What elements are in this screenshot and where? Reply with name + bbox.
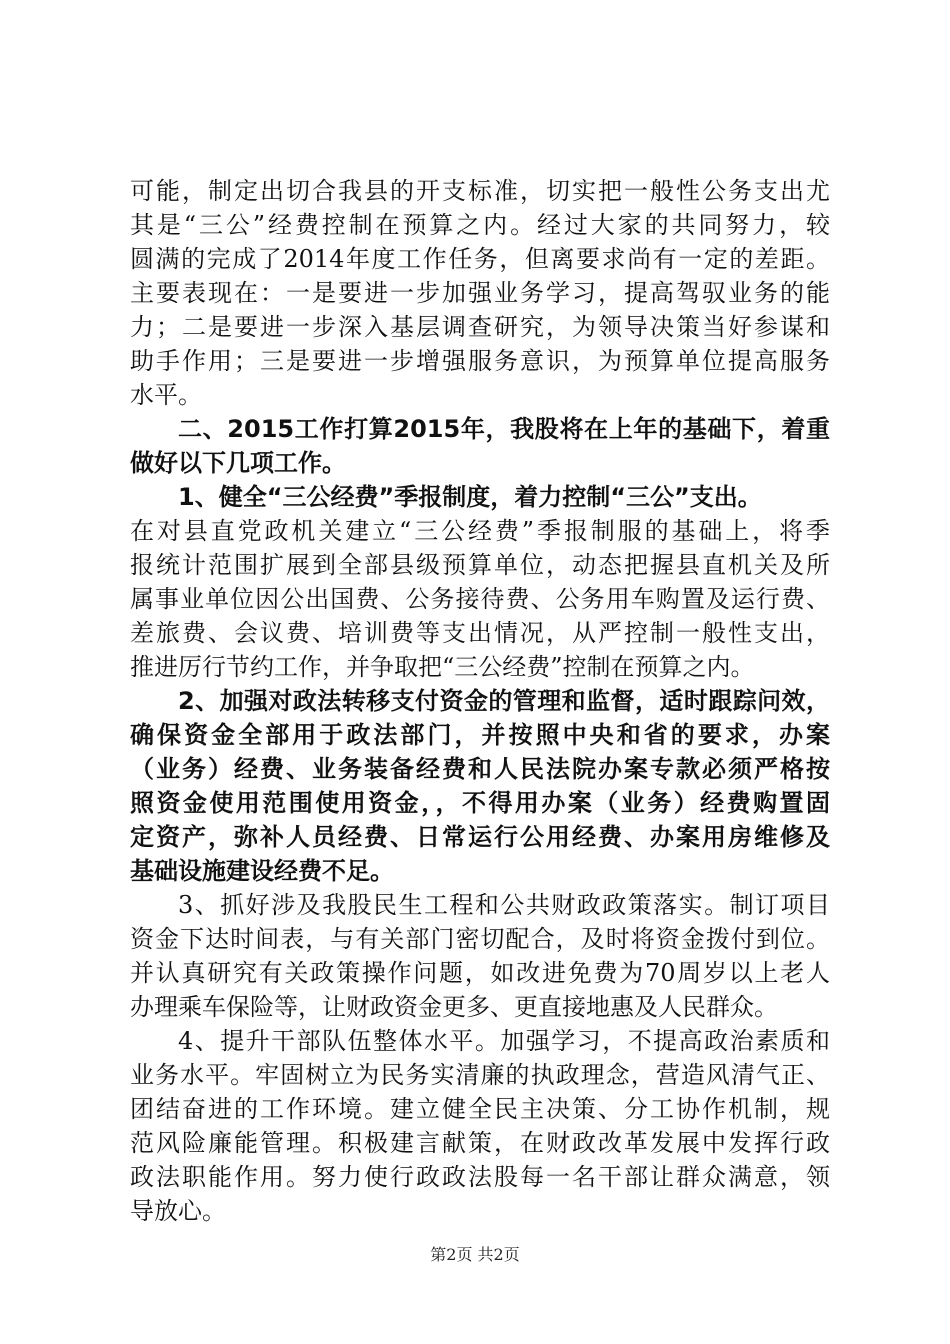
text-line: 1、健全“三公经费”季报制度，着力控制“三公”支出。 [178,483,762,511]
text-line: 导放心。 [130,1197,226,1225]
text-line: 照资金使用范围使用资金，，不得用办案（业务）经费购置固 [130,789,830,817]
text-line: 差旅费、会议费、培训费等支出情况，从严控制一般性支出， [130,619,830,647]
text-line: 基础设施建设经费不足。 [130,857,394,885]
text-line: 办理乘车保险等，让财政资金更多、更直接地惠及人民群众。 [130,993,778,1021]
text-line: 做好以下几项工作。 [130,449,346,477]
text-line: 报统计范围扩展到全部县级预算单位，动态把握县直机关及所 [130,551,830,579]
text-line: 资金下达时间表，与有关部门密切配合，及时将资金拨付到位。 [130,925,830,953]
text-line: 圆满的完成了2014年度工作任务，但离要求尚有一定的差距。 [130,245,830,273]
text-line: 业务水平。牢固树立为民务实清廉的执政理念，营造风清气正、 [130,1061,830,1089]
text-line: 助手作用；三是要进一步增强服务意识，为预算单位提高服务 [130,347,830,375]
text-line: 水平。 [130,381,202,409]
text-line: 4、提升干部队伍整体水平。加强学习，不提高政治素质和 [178,1027,830,1055]
document-body [130,174,830,1228]
text-line: 并认真研究有关政策操作问题，如改进免费为70周岁以上老人 [130,959,830,987]
text-line: 二、2015工作打算2015年，我股将在上年的基础下，着重 [178,415,830,443]
text-line: 可能，制定出切合我县的开支标准，切实把一般性公务支出尤 [130,177,830,205]
text-line: 3、抓好涉及我股民生工程和公共财政政策落实。制订项目 [178,891,830,919]
text-line: 在对县直党政机关建立“三公经费”季报制服的基础上，将季 [130,517,830,545]
text-line: 力；二是要进一步深入基层调查研究，为领导决策当好参谋和 [130,313,830,341]
text-line: （业务）经费、业务装备经费和人民法院办案专款必须严格按 [130,755,830,783]
text-line: 其是“三公”经费控制在预算之内。经过大家的共同努力，较 [130,211,830,239]
text-line: 范风险廉能管理。积极建言献策，在财政改革发展中发挥行政 [130,1129,830,1157]
text-line: 主要表现在：一是要进一步加强业务学习，提高驾驭业务的能 [130,279,830,307]
text-line: 确保资金全部用于政法部门，并按照中央和省的要求，办案 [130,721,830,749]
text-line: 政法职能作用。努力使行政政法股每一名干部让群众满意，领 [130,1163,830,1191]
text-line: 属事业单位因公出国费、公务接待费、公务用车购置及运行费、 [130,585,830,613]
text-line: 推进厉行节约工作，并争取把“三公经费”控制在预算之内。 [130,653,755,681]
text-line: 团结奋进的工作环境。建立健全民主决策、分工协作机制，规 [130,1095,830,1123]
page-footer: 第2页 共2页 [430,1245,520,1264]
text-line: 2、加强对政法转移支付资金的管理和监督，适时跟踪问效， [178,687,830,715]
text-line: 定资产，弥补人员经费、日常运行公用经费、办案用房维修及 [130,823,830,851]
